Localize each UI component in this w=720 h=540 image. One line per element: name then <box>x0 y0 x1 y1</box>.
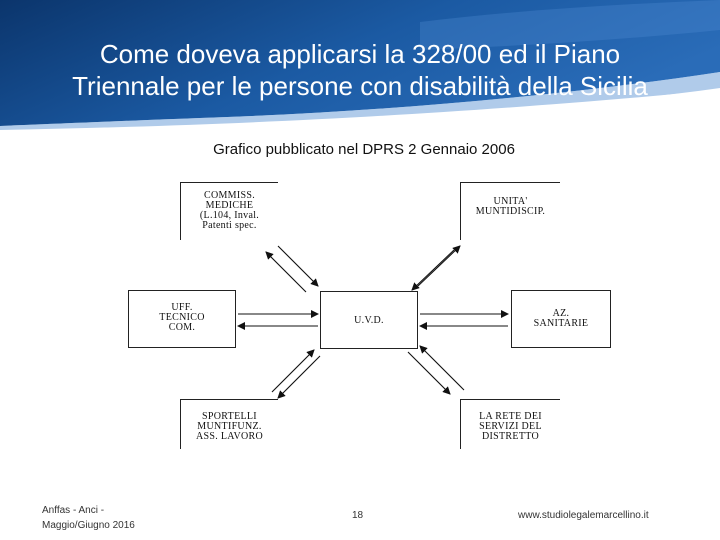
box-aziende-sanitarie <box>511 290 611 348</box>
box-line: U.V.D. <box>354 315 384 326</box>
slide-title-line-1: Come doveva applicarsi la 328/00 ed il Piano <box>99 39 621 69</box>
box-ufficio-tecnico <box>128 290 236 348</box>
box-commissioni-mediche <box>180 182 278 240</box>
box-line: COMMISS. <box>203 190 256 201</box>
box-line: MEDICHE <box>205 200 254 211</box>
arrow-br-out <box>408 352 450 394</box>
box-uvd <box>320 291 418 349</box>
box-line: AZ. <box>552 308 570 319</box>
box-rete-servizi-distretto <box>460 399 560 449</box>
footer-website: www.studiolegalemarcellino.it <box>518 510 649 521</box>
footer-source-line-2: Maggio/Giugno 2016 <box>42 520 135 531</box>
box-line: SPORTELLI <box>202 411 257 422</box>
box-line: COM. <box>168 322 196 333</box>
arrow-tr-out <box>412 250 454 290</box>
slide-title-line-2: Triennale per le persone con disabilità della Sicilia <box>72 71 648 101</box>
box-line: MUNTIFUNZ. <box>197 421 262 432</box>
page-number: 18 <box>352 510 364 521</box>
arrow-tl-in <box>266 252 306 292</box>
slide-subtitle: Grafico pubblicato nel DPRS 2 Gennaio 2006 <box>213 141 515 158</box>
box-line: UFF. <box>171 302 193 313</box>
box-line: (L.104, Inval. <box>199 210 260 221</box>
box-sportelli-multifunzionali <box>180 399 278 449</box>
box-line: ASS. LAVORO <box>195 431 264 442</box>
arrow-bl-out <box>272 350 314 392</box>
box-line: SANITARIE <box>533 318 589 329</box>
footer-source-line-1: Anffas - Anci - <box>42 505 105 516</box>
box-line: LA RETE DEI <box>479 411 542 422</box>
box-line: TECNICO <box>159 312 205 323</box>
arrow-br-in <box>420 346 464 390</box>
box-line: Patenti spec. <box>202 220 257 231</box>
box-unita-multidisciplinare <box>460 182 560 240</box>
box-line: SERVIZI DEL <box>479 421 542 432</box>
box-line: UNITA' <box>493 196 528 207</box>
arrow-tr-in <box>418 246 460 286</box>
arrow-bl-in <box>278 356 320 398</box>
footer-source <box>42 503 135 533</box>
box-line: DISTRETTO <box>482 431 539 442</box>
arrow-tl-out <box>278 246 318 286</box>
box-line: MUNTIDISCIP. <box>475 206 546 217</box>
